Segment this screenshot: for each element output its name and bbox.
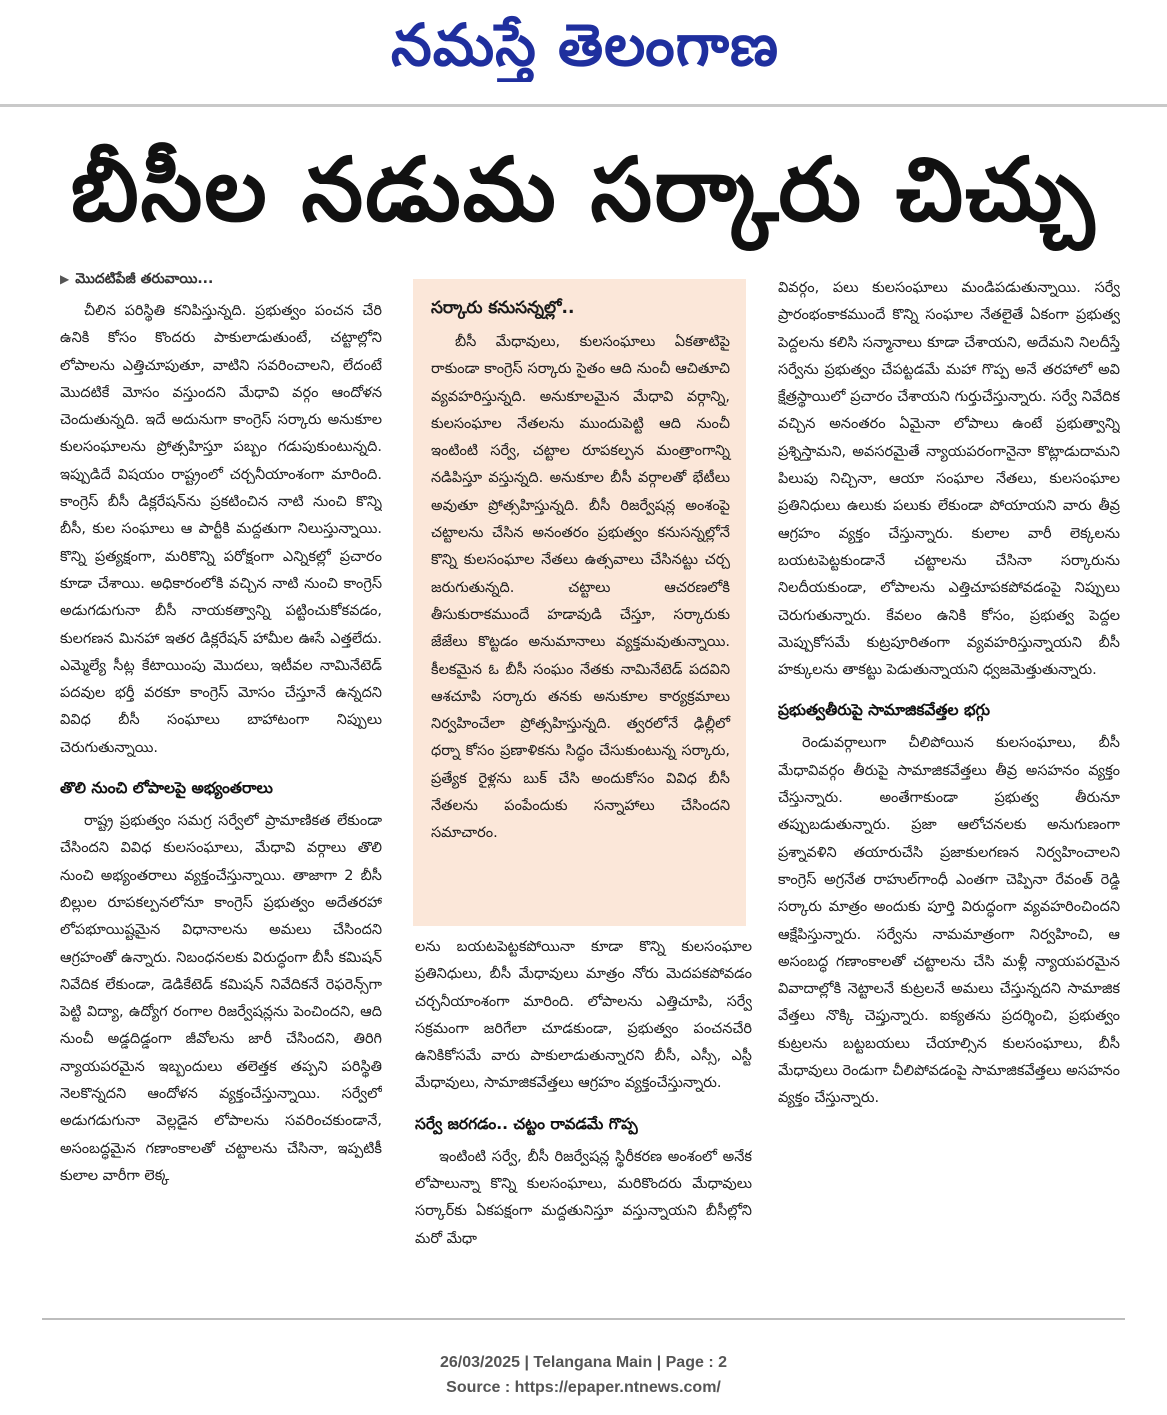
article-column-2 — [415, 934, 752, 1312]
highlight-box — [413, 279, 746, 926]
kicker-label: మొదటిపేజీ తరువాయి... — [75, 271, 214, 287]
article-headline: బీసీల నడుమ సర్కారు చిచ్చు — [70, 138, 1097, 241]
box-title: సర్కారు కనుసన్నల్లో.. — [431, 298, 575, 318]
newspaper-logo: నమస్తే తెలంగాణ — [391, 11, 779, 79]
edition-info: 26/03/2025 | Telangana Main | Page : 2 — [439, 1354, 727, 1371]
article-column-1 — [60, 268, 382, 1315]
arrow-right-icon: ▶ — [60, 272, 70, 286]
article-paragraph: ఇంటింటి సర్వే, బీసీ రిజర్వేషన్ల స్థిరీకరణ అంశంలో అనేక లోపాలున్నా కొన్ని కులసంఘాలు, మరికొందరు మేధావులు సర్కార్‌కు ఏకపక్షంగా మద్దతునిస్తూ వస్తున్నాయని బీసీల్లోని మరో మేధా — [415, 1148, 752, 1247]
source-link[interactable]: Source : https://epaper.ntnews.com/ — [446, 1379, 721, 1396]
masthead — [0, 0, 1167, 104]
section-subhead: సర్వే జరగడం.. చట్టం రావడమే గొప్ప — [415, 1114, 638, 1133]
article-paragraph: చీలిన పరిస్థితి కనిపిస్తున్నది. ప్రభుత్వం పంచన చేరి ఉనికి కోసం కొందరు పాకులాడుతుంటే, చట్టాల్లోని లోపాలను ఎత్తిచూపుతూ, వాటిని సవరించాలని, లేదంటే మొదటికే మోసం వస్తుందని మేధావి వర్గం ఆందోళన చెందుతున్నది. ఇదే అదునుగా కాంగ్రెస్ సర్కారు అనుకూల కులసంఘాలను ప్రోత్సహిస్తూ పబ్బం గడుపుకుంటున్నది. ఇప్పుడిదే విషయం రాష్ట్రంలో చర్చనీయాంశంగా మారింది. కాంగ్రెస్ బీసీ డిక్లరేషన్‌ను ప్రకటించిన నాటి నుంచి కొన్ని బీసీ, కుల సంఘాలు ఆ పార్టీకి మద్దతుగా నిలుస్తున్నాయి. కొన్ని ప్రత్యక్షంగా, మరికొన్ని పరోక్షంగా ఎన్నికల్లో ప్రచారం కూడా చేశాయి. అధికారంలోకి వచ్చిన నాటి నుంచి కాంగ్రెస్ అడుగడుగునా బీసీ నాయకత్వాన్ని పట్టించుకోకవడం, కులగణన మినహా ఇతర డిక్లరేషన్ హామీల ఊసే ఎత్తలేదు. ఎమ్మెల్యే సీట్ల కేటాయింపు మొదలు, ఇటీవల నామినేటెడ్ పదవుల భర్తీ వరకూ కాంగ్రెస్ మోసం చేస్తూనే ఉన్నదని వివిధ బీసీ సంఘాలు బాహాటంగా నిప్పులు చెరుగుతున్నాయి. — [60, 303, 382, 756]
section-subhead: తొలి నుంచి లోపాలపై అభ్యంతరాలు — [60, 779, 273, 798]
section-subhead: ప్రభుత్వతీరుపై సామాజికవేత్తల భగ్గు — [778, 701, 990, 720]
article-column-3 — [778, 275, 1120, 1315]
article-paragraph: వివర్గం, పలు కులసంఘాలు మండిపడుతున్నాయి. సర్వే ప్రారంభంకాకముందే కొన్ని సంఘాల నేతలైతే ఏకంగా ప్రభుత్వ పెద్దలను కలిసి సన్మానాలు కూడా చేశాయని, అదేమని నిలదీస్తే సర్వేను ప్రభుత్వం చేపట్టడమే మహా గొప్ప అనే తరహాలో అవి క్షేత్రస్థాయిలో ప్రచారం చేశాయని గుర్తుచేస్తున్నారు. సర్వే నివేదిక వచ్చిన అనంతరం ఏమైనా లోపాలు ఉంటే ప్రభుత్వాన్ని ప్రశ్నిస్తామని, అవసరమైతే న్యాయపరంగానైనా కొట్లాడుదామని పిలుపు నిచ్చినా, ఆయా సంఘాల నేతలు, కులసంఘాల ప్రతినిధులు ఉలుకు పలుకు లేకుండా పోయాయని వారు తీవ్ర ఆగ్రహం వ్యక్తం చేస్తున్నారు. కులాల వారీ లెక్కలను బయటపెట్టకుండానే చట్టాలను చేసినా సర్కారును నిలదీయకుండా, లోపాలను ఎత్తిచూపకపోవడంపై నిప్పులు చెరుగుతున్నారు. కేవలం ఉనికి కోసం, ప్రభుత్వ పెద్దల మెప్పుకోసమే కుట్రపూరితంగా వ్యవహరిస్తున్నాయని బీసీ హక్కులను తాకట్టు పెడుతున్నాయని ధ్వజమెత్తుతున్నారు. — [778, 280, 1120, 679]
masthead-divider — [0, 104, 1167, 107]
footer-divider — [42, 1318, 1125, 1320]
continuation-kicker — [60, 268, 382, 290]
article-paragraph: రెండువర్గాలుగా చీలిపోయిన కులసంఘాలు, బీసీ మేధావివర్గం తీరుపై సామాజికవేత్తలు తీవ్ర అసహనం వ్యక్తం చేస్తున్నారు. అంతేగాకుండా ప్రభుత్వ తీరునూ తప్పుబడుతున్నారు. ప్రజా ఆలోచనలకు అనుగుణంగా ప్రశ్నావళిని తయారుచేసి ప్రజాకులగణన నిర్వహించాలని కాంగ్రెస్ అగ్రనేత రాహుల్‌గాంధీ ఎంతగా చెప్పినా రేవంత్ రెడ్డి సర్కారు మాత్రం అందుకు పూర్తి విరుద్ధంగా వ్యవహరించిందని ఆక్షేపిస్తున్నారు. సర్వేను నామమాత్రంగా నిర్వహించి, ఆ అసంబద్ధ గణాంకాలతో చట్టాలను చేసి మళ్లీ న్యాయపరమైన వివాదాల్లోకి నెట్టాలనే కుట్రలనే అమలు చేస్తున్నదని సామాజిక వేత్తలు నొక్కి చెప్తున్నారు. ఐక్యతను ప్రదర్శించి, ప్రభుత్వం కుట్రలను బట్టబయలు చేయాల్సిన కులసంఘాలు, బీసీ మేధావులు రెండుగా చీలిపోవడంపై సామాజికవేత్తలు అసహనం వ్యక్తం చేస్తున్నారు. — [778, 735, 1120, 1107]
article-paragraph: రాష్ట్ర ప్రభుత్వం సమగ్ర సర్వేలో ప్రామాణికత లేకుండా చేసిందని వివిధ కులసంఘాలు, మేధావి వర్గాలు తొలి నుంచి అభ్యంతరాలు వ్యక్తంచేస్తున్నాయి. తాజాగా 2 బీసీ బిల్లుల రూపకల్పనలోనూ కాంగ్రెస్ ప్రభుత్వం అదేతరహా లోపభూయిష్టమైన విధానాలను అమలు చేసిందని ఆగ్రహంతో ఉన్నారు. నిబంధనలకు విరుద్ధంగా బీసీ కమిషన్ నివేదిక లేకుండా, డెడికేటెడ్ కమిషన్ నివేదికనే రెఫరెన్స్‌గా పెట్టి విద్యా, ఉద్యోగ రంగాల రిజర్వేషన్లను పెంచిందని, ఆది నుంచీ అడ్డదిడ్డంగా జీవోలను జారీ చేసిందని, తిరిగి న్యాయపరమైన ఇబ్బందులు తలెత్తక తప్పని పరిస్థితి నెలకొన్నదని ఆందోళన వ్యక్తంచేస్తున్నాయి. సర్వేలో అడుగడుగునా వెల్లడైన లోపాలను సవరించకుండానే, అసంబద్ధమైన గణాంకాలతో చట్టాలను చేసినా, ఇప్పటికీ కులాల వారీగా లెక్క — [60, 813, 382, 1184]
article-paragraph: లను బయటపెట్టకపోయినా కూడా కొన్ని కులసంఘాల ప్రతినిధులు, బీసీ మేధావులు మాత్రం నోరు మెదపకపోవడం చర్చనీయాంశంగా మారింది. లోపాలను ఎత్తిచూపి, సర్వే సక్రమంగా జరిగేలా చూడకుండా, ప్రభుత్వం పంచనచేరి ఉనికికోసమే వారు పాకులాడుతున్నారని బీసీ, ఎస్సీ, ఎస్టీ మేధావులు, సామాజికవేత్తలు ఆగ్రహం వ్యక్తంచేస్తున్నారు. — [415, 939, 752, 1092]
box-body: బీసీ మేధావులు, కులసంఘాలు ఏకతాటిపై రాకుండా కాంగ్రెస్ సర్కారు సైతం ఆది నుంచీ ఆచితూచి వ్యవహరిస్తున్నది. అనుకూలమైన మేధావి వర్గాన్ని, కులసంఘాల నేతలను ముందుపెట్టి ఆది నుంచీ ఇంటింటి సర్వే, చట్టాల రూపకల్పన మంత్రాంగాన్ని నడిపిస్తూ వస్తున్నది. అనుకూల బీసీ వర్గాలతో భేటీలు అవుతూ ప్రోత్సహిస్తున్నది. బీసీ రిజర్వేషన్ల అంశంపై చట్టాలను చేసిన అనంతరం ప్రభుత్వం కనుసన్నల్లోనే కొన్ని కులసంఘాల నేతలు ఉత్సవాలు చేసినట్టు చర్చ జరుగుతున్నది. చట్టాలు ఆచరణలోకి తీసుకురాకముందే హడావుడి చేస్తూ, సర్కారుకు జేజేలు కొట్టడం అనుమానాలు వ్యక్తమవుతున్నాయి. కీలకమైన ఓ బీసీ సంఘం నేతకు నామినేటెడ్ పదవిని ఆశచూపి సర్కారు తనకు అనుకూల కార్యక్రమాలు నిర్వహించేలా ప్రోత్సహిస్తున్నది. త్వరలోనే ఢిల్లీలో ధర్నా కోసం ప్రణాళికను సిద్ధం చేసుకుంటున్న సర్కారు, ప్రత్యేక రైళ్లను బుక్ చేసి అందుకోసం వివిధ బీసీ నేతలను పంపేందుకు సన్నాహాలు చేసిందని సమాచారం. — [431, 334, 730, 842]
